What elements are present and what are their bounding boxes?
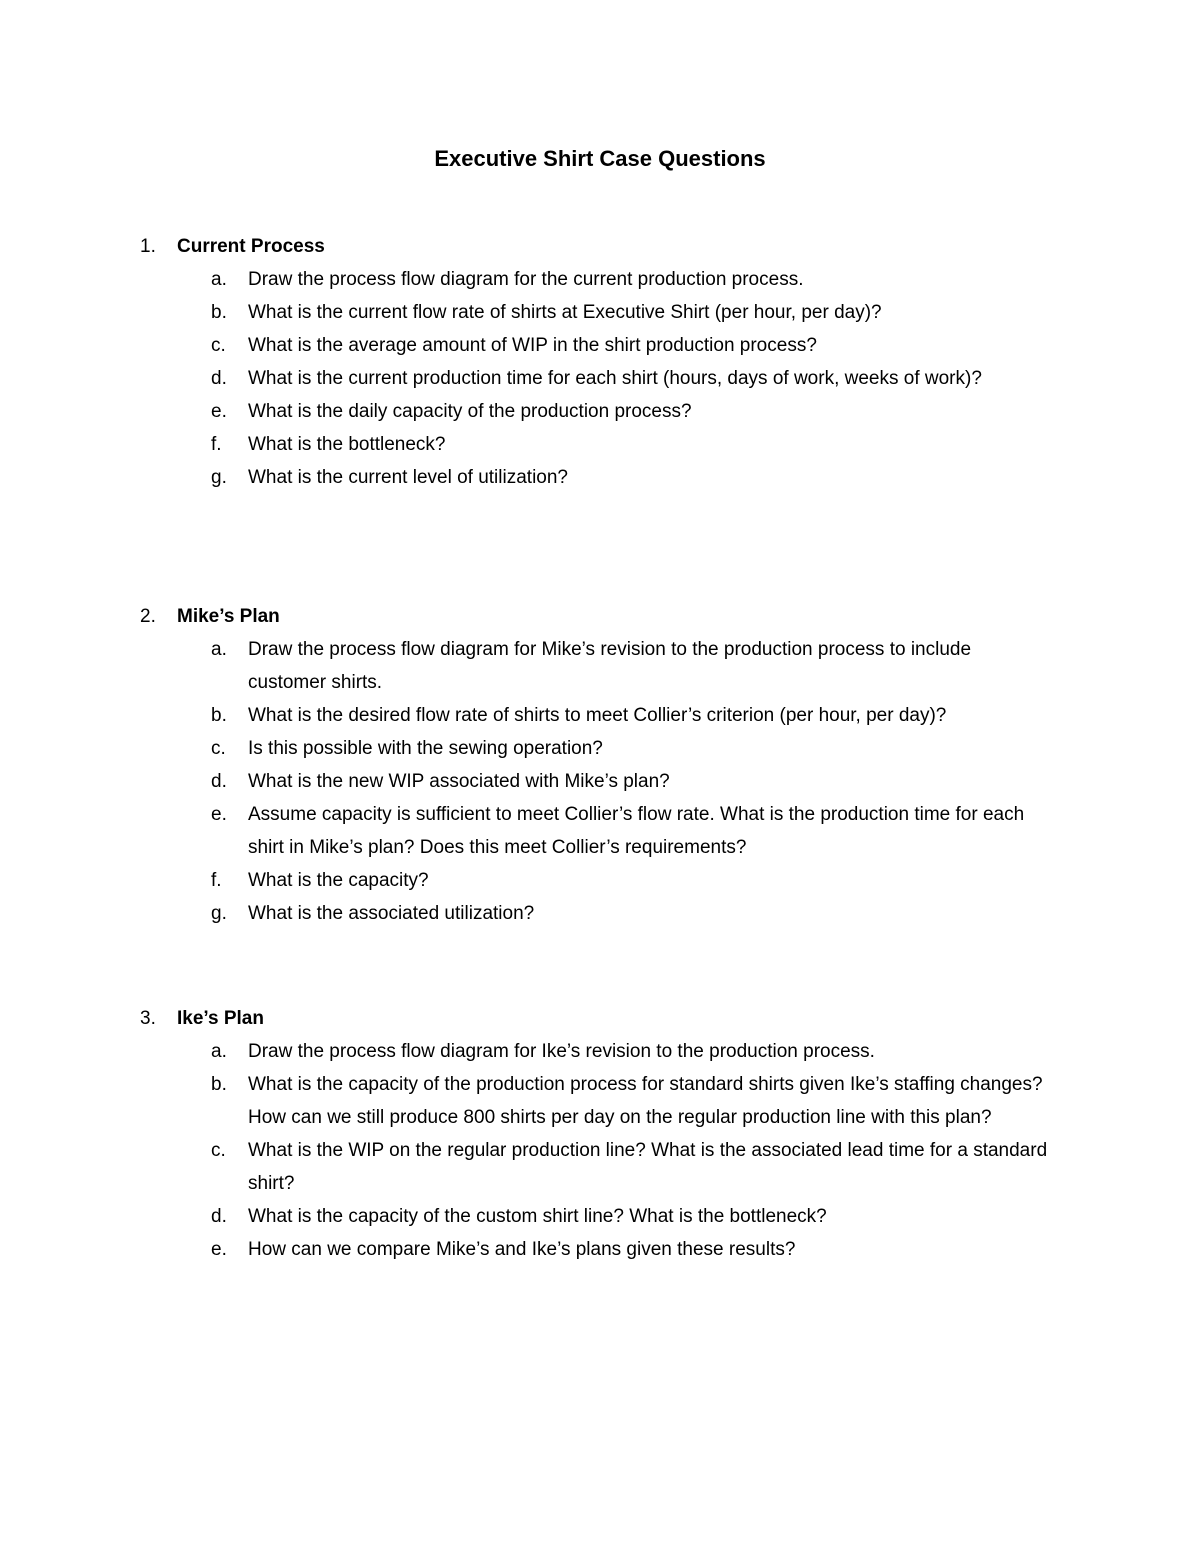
question-text: What is the average amount of WIP in the shirt production process? [248, 335, 817, 356]
question-text: How can we compare Mike’s and Ike’s plans given these results? [248, 1239, 796, 1260]
question-letter: c. [211, 1140, 226, 1161]
question-item [140, 732, 1080, 765]
question-item [140, 296, 1080, 329]
question-item [140, 798, 1080, 864]
question-text: What is the associated utilization? [248, 903, 535, 924]
question-list [140, 1035, 1080, 1266]
question-letter: f. [211, 434, 222, 455]
question-text: Draw the process flow diagram for Ike’s revision to the production process. [248, 1041, 875, 1062]
question-text: What is the current production time for each shirt (hours, days of work, weeks of work)? [248, 368, 982, 389]
question-item [140, 699, 1080, 732]
question-text: What is the current flow rate of shirts at Executive Shirt (per hour, per day)? [248, 302, 882, 323]
section-heading [140, 1002, 1080, 1035]
question-text: Draw the process flow diagram for Mike’s revision to the production process to include customer shirts. [248, 639, 972, 693]
question-text: What is the new WIP associated with Mike’s plan? [248, 771, 670, 792]
question-text: Is this possible with the sewing operation? [248, 738, 603, 759]
question-letter: b. [211, 302, 227, 323]
question-letter: g. [211, 903, 227, 924]
question-letter: b. [211, 705, 227, 726]
question-item [140, 263, 1080, 296]
section-title: Mike’s Plan [177, 606, 280, 627]
question-item [140, 1068, 1080, 1134]
question-list [140, 633, 1080, 930]
section-current-process [140, 230, 1080, 494]
question-item [140, 1200, 1080, 1233]
section-title: Current Process [177, 236, 325, 257]
question-letter: e. [211, 1239, 227, 1260]
question-text: Draw the process flow diagram for the current production process. [248, 269, 804, 290]
question-letter: e. [211, 804, 227, 825]
question-item [140, 362, 1080, 395]
question-list [140, 263, 1080, 494]
question-item [140, 1035, 1080, 1068]
question-item [140, 897, 1080, 930]
document-title: Executive Shirt Case Questions [434, 146, 766, 171]
question-letter: g. [211, 467, 227, 488]
question-item [140, 633, 1080, 699]
question-text: What is the bottleneck? [248, 434, 446, 455]
question-letter: c. [211, 738, 226, 759]
question-item [140, 864, 1080, 897]
section-title: Ike’s Plan [177, 1008, 264, 1029]
question-text: Assume capacity is sufficient to meet Collier’s flow rate. What is the production time for each shirt in Mike’s plan? Does this meet Collier’s requirements? [248, 804, 1025, 858]
question-item [140, 1134, 1080, 1200]
question-text: What is the WIP on the regular production line? What is the associated lead time for a standard shirt? [248, 1140, 1048, 1194]
section-ikes-plan [140, 1002, 1080, 1266]
section-number: 2. [140, 606, 156, 627]
question-text: What is the desired flow rate of shirts to meet Collier’s criterion (per hour, per day)? [248, 705, 947, 726]
question-item [140, 1233, 1080, 1266]
question-letter: b. [211, 1074, 227, 1095]
question-item [140, 395, 1080, 428]
question-letter: d. [211, 771, 227, 792]
section-mikes-plan [140, 600, 1080, 930]
question-item [140, 765, 1080, 798]
section-heading [140, 230, 1080, 263]
section-number: 3. [140, 1008, 156, 1029]
question-letter: d. [211, 368, 227, 389]
question-letter: a. [211, 1041, 227, 1062]
question-text: What is the daily capacity of the production process? [248, 401, 692, 422]
question-text: What is the capacity of the custom shirt line? What is the bottleneck? [248, 1206, 827, 1227]
question-letter: d. [211, 1206, 227, 1227]
question-letter: f. [211, 870, 222, 891]
section-heading [140, 600, 1080, 633]
question-text: What is the capacity? [248, 870, 429, 891]
question-text: What is the current level of utilization? [248, 467, 568, 488]
question-letter: e. [211, 401, 227, 422]
question-letter: a. [211, 269, 227, 290]
question-item [140, 329, 1080, 362]
question-item [140, 428, 1080, 461]
question-item [140, 461, 1080, 494]
question-letter: c. [211, 335, 226, 356]
section-number: 1. [140, 236, 156, 257]
question-text: What is the capacity of the production process for standard shirts given Ike’s staffing changes? How can we still produce 800 shirts per day on the regular production line with this plan? [248, 1074, 1043, 1128]
question-letter: a. [211, 639, 227, 660]
